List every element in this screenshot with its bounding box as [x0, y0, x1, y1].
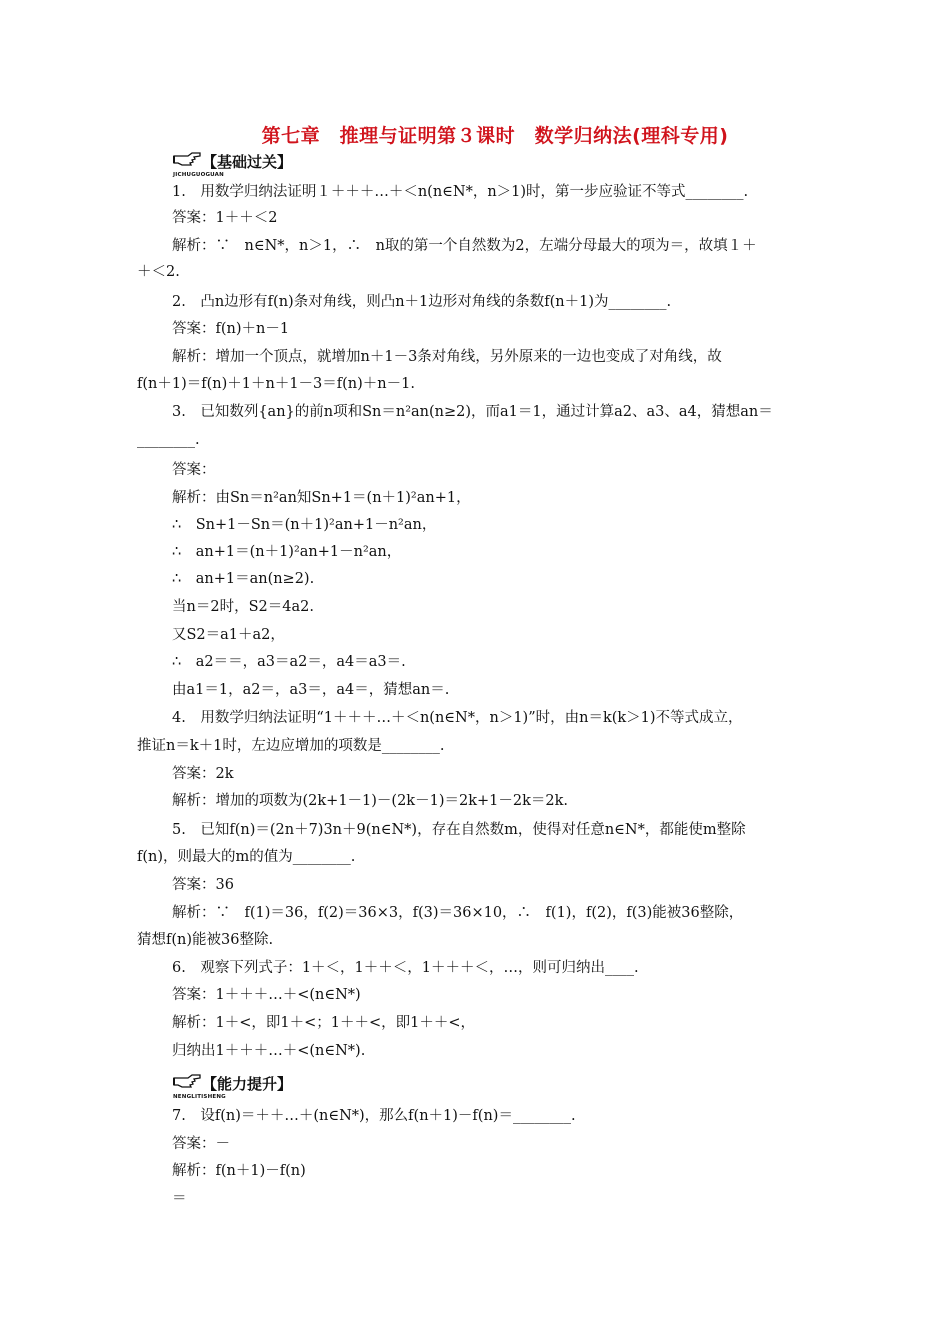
pointing-hand-icon	[172, 1072, 202, 1092]
analysis-3-step: ∴ a2＝＝，a3＝a2＝，a4＝a3＝.	[172, 654, 406, 670]
question-3-cont: ________.	[137, 432, 200, 448]
question-5-cont: f(n)，则最大的m的值为________.	[137, 849, 356, 865]
answer-2: 答案：f(n)＋n－1	[172, 321, 290, 337]
analysis-3-step: 又S2＝a1＋a2，	[172, 627, 285, 643]
analysis-4: 解析：增加的项数为(2k+1－1)－(2k－1)＝2k+1－2k＝2k.	[172, 793, 568, 809]
section-header-advanced	[172, 1072, 392, 1106]
analysis-1: 解析：∵ n∈N*，n＞1，∴ n取的第一个自然数为2，左端分母最大的项为＝，故填１＋	[172, 238, 757, 254]
question-3: 3. 已知数列{an}的前n项和Sn＝n²an(n≥2)，而a1＝1，通过计算a2、a3、a4，猜想an＝	[172, 404, 773, 420]
analysis-6: 解析：1＋<，即1＋<；1＋＋<，即1＋＋<，	[172, 1015, 475, 1031]
analysis-3-step: ∴ Sn+1－Sn＝(n＋1)²an+1－n²an，	[172, 517, 437, 533]
analysis-3: 解析：由Sn＝n²an知Sn+1＝(n＋1)²an+1，	[172, 490, 471, 506]
answer-3: 答案：	[172, 462, 216, 478]
question-2: 2. 凸n边形有f(n)条对角线，则凸n＋1边形对角线的条数f(n＋1)为________.	[172, 294, 672, 310]
analysis-7-cont: ＝	[172, 1191, 187, 1207]
analysis-3-step: 当n＝2时，S2＝4a2.	[172, 599, 314, 615]
section-label: 【基础过关】	[202, 153, 293, 171]
answer-7: 答案：－	[172, 1136, 230, 1152]
pointing-hand-icon	[172, 150, 202, 170]
question-5: 5. 已知f(n)＝(2n＋7)3n＋9(n∈N*)，存在自然数m，使得对任意n∈N*，都能使m整除	[172, 822, 746, 838]
section-label: 【能力提升】	[202, 1075, 293, 1093]
page-title: 第七章 推理与证明第３课时 数学归纳法(理科专用)	[261, 125, 729, 147]
question-6: 6. 观察下列式子：1＋＜，1＋＋＜，1＋＋＋＜，…，则可归纳出____.	[172, 960, 639, 976]
analysis-3-step: 由a1＝1，a2＝，a3＝，a4＝，猜想an＝.	[172, 682, 450, 698]
analysis-5-cont: 猜想f(n)能被36整除.	[137, 932, 274, 948]
question-4: 4. 用数学归纳法证明“1＋＋＋…＋＜n(n∈N*，n＞1)”时，由n＝k(k＞1)不等式成立，	[172, 710, 743, 726]
section-pinyin: JICHUGUOGUAN	[173, 172, 224, 178]
answer-6: 答案：1＋＋＋…＋<(n∈N*)	[172, 987, 361, 1003]
analysis-3-step: ∴ an+1＝(n＋1)²an+1－n²an，	[172, 544, 402, 560]
analysis-5: 解析：∵ f(1)＝36，f(2)＝36×3，f(3)＝36×10，∴ f(1)，f(2)，f(3)能被36整除，	[172, 905, 744, 921]
answer-1: 答案：1＋＋＜2	[172, 210, 278, 226]
question-4-cont: 推证n＝k＋1时，左边应增加的项数是________.	[137, 738, 445, 754]
answer-5: 答案：36	[172, 877, 234, 893]
section-header-basic	[172, 150, 392, 184]
analysis-1-cont: ＋＜2.	[137, 264, 180, 280]
analysis-7: 解析：f(n＋1)－f(n)	[172, 1163, 306, 1179]
analysis-3-step: ∴ an+1＝an(n≥2).	[172, 571, 315, 587]
analysis-2: 解析：增加一个顶点，就增加n＋1－3条对角线，另外原来的一边也变成了对角线，故	[172, 349, 722, 365]
analysis-6-cont: 归纳出1＋＋＋…＋<(n∈N*).	[172, 1043, 366, 1059]
section-pinyin: NENGLITISHENG	[173, 1094, 226, 1100]
analysis-2-cont: f(n＋1)＝f(n)＋1＋n＋1－3＝f(n)＋n－1.	[137, 376, 415, 392]
question-1: 1. 用数学归纳法证明１＋＋＋…＋＜n(n∈N*，n＞1)时，第一步应验证不等式________.	[172, 184, 749, 200]
answer-4: 答案：2k	[172, 766, 234, 782]
question-7: 7. 设f(n)＝＋＋…＋(n∈N*)，那么f(n＋1)－f(n)＝________.	[172, 1108, 576, 1124]
